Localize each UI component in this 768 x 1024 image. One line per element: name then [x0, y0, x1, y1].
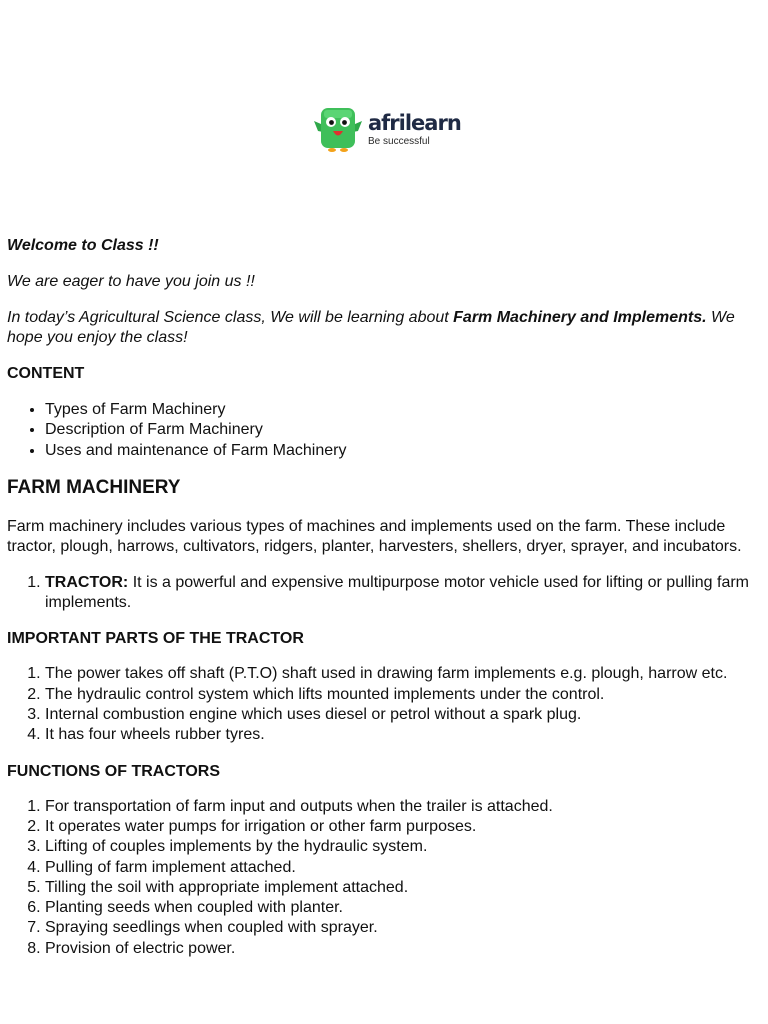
tractor-functions-list	[7, 797, 763, 959]
list-item: 8. Provision of electric power.	[45, 939, 763, 959]
list-item: 6. Planting seeds when coupled with planter.	[45, 898, 763, 918]
green-owl-mascot-icon	[313, 104, 363, 154]
tractor-list	[7, 573, 763, 614]
content-list	[7, 400, 763, 461]
class-intro-suffix: We hope you enjoy the class!	[7, 309, 735, 346]
list-item: 2. The hydraulic control system which lifts mounted implements under the control.	[45, 685, 763, 705]
afrilearn-logo	[313, 104, 461, 154]
tractor-description: It is a powerful and expensive multipurpose motor vehicle used for lifting or pulling farm implements.	[45, 573, 749, 612]
list-item: 3. Internal combustion engine which uses diesel or petrol without a spark plug.	[45, 705, 763, 725]
tractor-label: TRACTOR:	[45, 573, 129, 591]
eager-text: We are eager to have you join us !!	[7, 273, 255, 290]
list-item: • Description of Farm Machinery	[45, 420, 763, 440]
logo-tagline: Be successful	[368, 135, 430, 147]
farm-machinery-heading: FARM MACHINERY	[7, 476, 181, 498]
list-item: 7. Spraying seedlings when coupled with sprayer.	[45, 918, 763, 938]
list-item: 2. It operates water pumps for irrigation or other farm purposes.	[45, 817, 763, 837]
list-item: • Types of Farm Machinery	[45, 400, 763, 420]
tractor-functions-heading: FUNCTIONS OF TRACTORS	[7, 762, 221, 780]
list-item: 4. Pulling of farm implement attached.	[45, 858, 763, 878]
tractor-parts-list	[7, 664, 763, 745]
list-item: • Uses and maintenance of Farm Machinery	[45, 441, 763, 461]
list-item: 1. The power takes off shaft (P.T.O) shaft used in drawing farm implements e.g. plough, harrow etc.	[45, 664, 763, 684]
lesson-content	[7, 236, 763, 975]
list-item: 4. It has four wheels rubber tyres.	[45, 725, 763, 745]
class-intro-paragraph	[7, 308, 763, 348]
list-item: 1. For transportation of farm input and outputs when the trailer is attached.	[45, 797, 763, 817]
welcome-text: Welcome to Class !!	[7, 237, 159, 254]
content-heading: CONTENT	[7, 365, 85, 382]
list-item	[45, 573, 763, 614]
tractor-parts-heading: IMPORTANT PARTS OF THE TRACTOR	[7, 630, 304, 648]
class-intro-prefix: In today’s Agricultural Science class, We will be learning about	[7, 309, 454, 326]
farm-machinery-paragraph: Farm machinery includes various types of machines and implements used on the farm. These include tractor, plough, harrows, cultivators, ridgers, planter, harvesters, shellers, dryer, sprayer, and incubators.	[7, 517, 742, 555]
list-item: 3. Lifting of couples implements by the hydraulic system.	[45, 837, 763, 857]
logo-text	[368, 111, 461, 148]
class-intro-topic: Farm Machinery and Implements.	[453, 309, 707, 326]
logo-name: afrilearn	[368, 110, 461, 135]
list-item: 5. Tilling the soil with appropriate implement attached.	[45, 878, 763, 898]
